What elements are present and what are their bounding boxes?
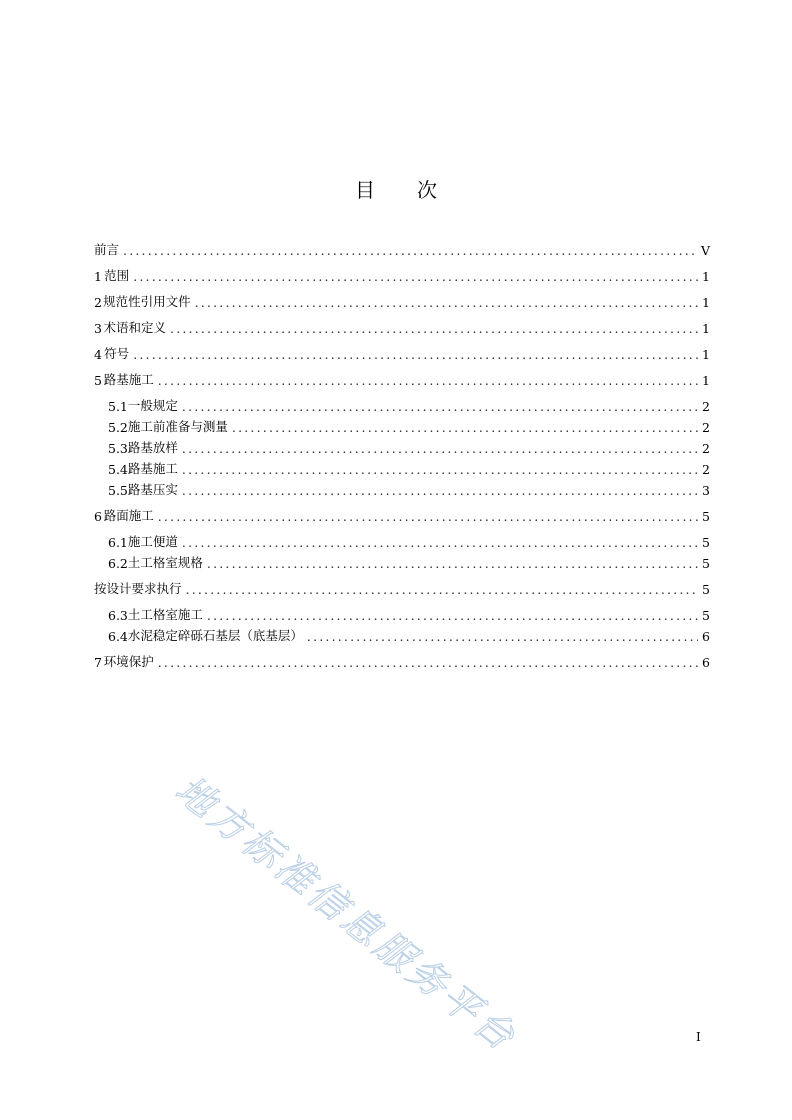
toc-entry-number: 5.2 [108, 420, 128, 435]
toc-title-char-1: 目 [355, 178, 375, 202]
toc-entry-page: V [700, 243, 710, 258]
toc-leader-dots [158, 655, 698, 670]
toc-entry-page: 1 [702, 321, 710, 336]
toc-entry-page: 1 [702, 347, 710, 362]
toc-leader-dots [170, 321, 698, 336]
toc-entry-label: 施工前准备与测量 [127, 419, 228, 434]
toc-entry-4[interactable] [94, 342, 710, 362]
toc-entry-number: 4 [94, 347, 102, 362]
toc-leader-dots [133, 347, 698, 362]
toc-entry-number: 2 [94, 295, 102, 310]
toc-entry-page: 2 [702, 420, 710, 435]
toc-entry-label: 水泥稳定碎砾石基层（底基层） [127, 628, 303, 643]
toc-entry-page: 2 [702, 399, 710, 414]
toc-entry-number: 5.3 [108, 441, 128, 456]
toc-entry-label: 路基施工 [103, 372, 154, 387]
toc-entry-page: 2 [702, 441, 710, 456]
toc-entry-number: 7 [94, 655, 102, 670]
toc-leader-dots [182, 399, 698, 414]
toc-entry-1[interactable] [94, 264, 710, 284]
toc-entry-label: 按设计要求执行 [94, 581, 182, 596]
toc-entry-5-2[interactable] [108, 415, 710, 435]
toc-entry-page: 2 [702, 462, 710, 477]
toc-entry-5-4[interactable] [108, 457, 710, 477]
toc-entry-6-2[interactable] [108, 551, 710, 571]
toc-leader-dots [182, 441, 698, 456]
page-number: I [696, 1030, 701, 1044]
toc-title-char-2: 次 [417, 178, 437, 202]
toc-leader-dots [207, 556, 698, 571]
toc-entry-number: 6.1 [108, 535, 128, 550]
toc-entry-page: 3 [702, 483, 710, 498]
toc-entry-page: 1 [702, 373, 710, 388]
toc-leader-dots [186, 582, 698, 597]
toc-entry-number: 3 [94, 321, 102, 336]
watermark: 地方标准信息服务平台 [167, 767, 526, 1061]
toc-entry-label: 前言 [94, 242, 120, 257]
toc-entry-design-requirements[interactable] [94, 577, 710, 597]
toc-entry-label: 路基压实 [127, 482, 178, 497]
toc-entry-foreword[interactable] [94, 238, 710, 258]
toc-entry-number: 6.4 [108, 629, 128, 644]
toc-entry-5-3[interactable] [108, 436, 710, 456]
toc-leader-dots [182, 462, 698, 477]
toc-entry-label: 施工便道 [127, 534, 178, 549]
toc-leader-dots [123, 243, 697, 258]
toc-entry-5-1[interactable] [108, 394, 710, 414]
toc-entry-5-5[interactable] [108, 478, 710, 498]
toc-entry-number: 5.4 [108, 462, 128, 477]
toc-entry-label: 土工格室施工 [127, 607, 203, 622]
toc-leader-dots [158, 373, 698, 388]
toc-entry-page: 6 [702, 655, 710, 670]
toc-entry-page: 5 [702, 535, 710, 550]
toc-entry-number: 1 [94, 269, 102, 284]
toc-entry-label: 一般规定 [127, 398, 178, 413]
toc-leader-dots [232, 420, 698, 435]
toc-entry-number: 5.5 [108, 483, 128, 498]
toc-entry-number: 5 [94, 373, 102, 388]
toc-entry-label: 路面施工 [103, 508, 154, 523]
toc-entry-6-4[interactable] [108, 624, 710, 644]
toc-entry-label: 环境保护 [103, 654, 154, 669]
toc-entry-page: 5 [702, 582, 710, 597]
toc-leader-dots [207, 608, 698, 623]
toc-title [0, 174, 792, 203]
toc-entry-page: 5 [702, 608, 710, 623]
toc-entry-5[interactable] [94, 368, 710, 388]
toc-entry-page: 5 [702, 556, 710, 571]
toc-entry-page: 5 [702, 509, 710, 524]
toc-entry-label: 路基施工 [127, 461, 178, 476]
toc-entry-number: 6.2 [108, 556, 128, 571]
toc-leader-dots [133, 269, 698, 284]
toc-entry-page: 1 [702, 269, 710, 284]
toc-entry-7[interactable] [94, 650, 710, 670]
toc-entry-3[interactable] [94, 316, 710, 336]
toc-entry-label: 术语和定义 [103, 320, 167, 335]
toc-entry-label: 土工格室规格 [127, 555, 203, 570]
toc-leader-dots [182, 483, 698, 498]
toc-leader-dots [307, 629, 698, 644]
toc-entry-number: 5.1 [108, 399, 128, 414]
toc-entry-label: 范围 [104, 268, 130, 283]
toc-leader-dots [195, 295, 698, 310]
toc-entry-6-1[interactable] [108, 530, 710, 550]
toc-entry-page: 1 [702, 295, 710, 310]
toc-entry-number: 6 [94, 509, 102, 524]
toc-entry-page: 6 [702, 629, 710, 644]
toc-entry-6[interactable] [94, 504, 710, 524]
toc-entry-number: 6.3 [108, 608, 128, 623]
toc-entry-6-3[interactable] [108, 603, 710, 623]
toc-entry-label: 符号 [104, 346, 130, 361]
toc-leader-dots [182, 535, 698, 550]
toc-entry-2[interactable] [94, 290, 710, 310]
toc-leader-dots [158, 509, 698, 524]
toc-entry-label: 路基放样 [127, 440, 178, 455]
toc-entry-label: 规范性引用文件 [103, 294, 191, 309]
